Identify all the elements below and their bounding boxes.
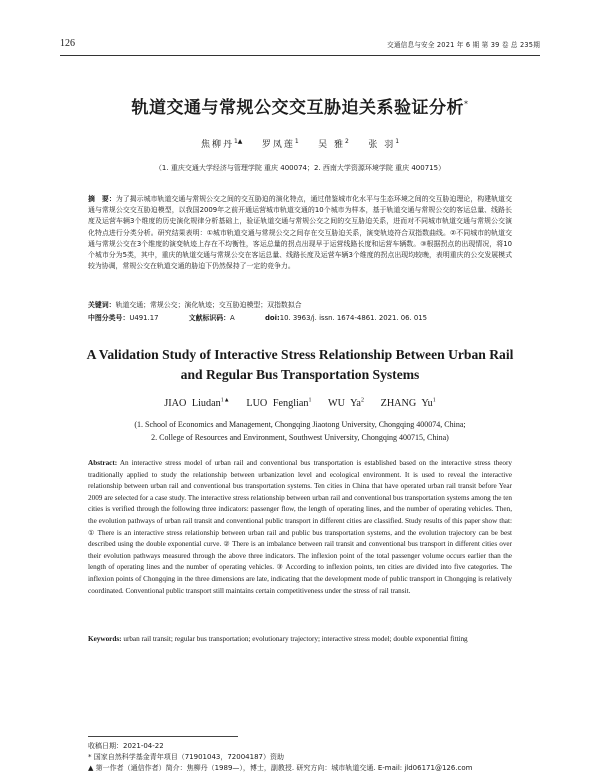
cn-author: 吴 雅$^2$ [318,138,349,150]
document-code: 文献标识码：A [188,314,235,322]
received-date: 收稿日期：2021-04-22 [88,742,164,750]
abstract-label: Abstract: [88,459,118,467]
chinese-affiliation: （1. 重庆交通大学经济与管理学院 重庆 400074；2. 西南大学资源环境学院 重庆 400715） [154,164,446,172]
chinese-title-text: 轨道交通与常规公交交互胁迫关系验证分析 [131,98,464,118]
abstract-text: An interactive stress model of urban rail and conventional bus transportation is established based on the interactive stress theory traditionally applied to study the relationship between urbanization level and ecological environment. It is used to reveal the interactive relationship between urban rail and conventional bus transportation systems. Ten cities in China that have operated urban rail transit before Year 2009 are selected for a case study. The interactive stress relationship between urban rail and conventional bus transportation systems among the ten cities is verified through the following three indicators: passenger flow, the length of operating lines, and the number of operating vehicles. Then, the evolution pathways of urban rail transit and conventional public transport in different cities are classified. Study results of this paper show that: ① There is an interactive stress relationship between urban rail and public bus transportation systems, and the evolution trajectory can be best described using the double exponential curve. ② There is an imbalance between rail transit and conventional bus transport in different cities over their evolution pathways measured through the above three indicators. The inflexion point of the total passenger volume occurs earlier than the length of operating lines and the number of operating vehicles. ③ According to inflexion points, ten cities are divided into five categories. The inflexion points of Chongqing in the three dimensions are late, indicating that the development mode of public transport in Chongqing is relatively coordinated. Conventional public transport still maintains certain competitiveness under the stress of rail transit. [88,459,512,595]
title-footnote-mark: * [464,99,469,109]
chinese-abstract [88,194,512,272]
en-author: WU Ya$^2$ [327,398,364,410]
classification-line [88,313,512,324]
affiliation-line: (1. School of Economics and Management, Chongqing Jiaotong University, Chongqing 400074, China; [134,420,466,429]
english-title-line: and Regular Bus Transportation Systems [180,367,420,382]
keywords-text: urban rail transit; regular bus transportation; evolutionary trajectory; interactive stress model; double exponential fitting [123,635,468,643]
cn-author: 焦柳丹$^{1▲}$ [200,138,243,150]
english-abstract [88,458,512,597]
keywords-text: 轨道交通；常规公交；演化轨迹；交互胁迫模型；双指数拟合 [115,301,302,309]
english-authors [60,398,540,409]
chinese-authors [60,137,540,150]
english-title-line: A Validation Study of Interactive Stress Relationship Between Urban Rail [86,347,514,362]
en-author: LUO Fenglian$^1$ [246,398,312,410]
chinese-keywords [88,300,512,311]
english-affiliation [60,418,540,444]
clc-number: 中图分类号：U491.17 [88,314,159,322]
cn-author: 罗凤莲$^1$ [261,138,299,150]
journal-info: 交通信息与安全 2021 年 6 期 第 39 卷 总 235期 [387,41,540,49]
footnote-rule [88,736,238,737]
cn-author: 张 羽$^1$ [368,138,400,150]
running-header [60,38,540,52]
affiliation-line: 2. College of Resources and Environment, Southwest University, Chongqing 400715, China) [151,433,449,442]
chinese-title [60,93,540,118]
page-number: 126 [60,38,75,49]
abstract-label: 摘 要： [88,195,116,203]
abstract-text: 为了揭示城市轨道交通与常规公交之间的交互胁迫的演化特点，通过借鉴城市化水平与生态环境之间的交互胁迫理论，构建轨道交通与常规公交交互胁迫模型，以我国2009年之前开通运营城市轨道交通的10个城市为样本，基于轨道交通与常规公交的客运总量、线路长度及运营车辆3个维度的历史演化规律分析基础上，验证轨道交通与常规公交之间的交互胁迫关系，进而对不同城市轨道交通与常规公交演化特点进行分类分析。研究结果表明：①城市轨道交通与常规公交之间存在交互胁迫关系，演变轨迹符合双指数曲线。②不同城市的轨道交通与常规公交在3个维度的演变轨迹上存在不均衡性，客运总量的拐点出现早于运营线路长度和运营车辆数。③根据拐点的出现情况，将10个城市分为5类，其中，重庆的轨道交通与常规公交在客运总量、线路长度及运营车辆3个维度的拐点出现均较晚，表明重庆的公交发展模式较为协调，常规公交在轨道交通的胁迫下仍然保持了一定的竞争力。 [88,195,513,271]
en-author: JIAO Liudan$^{1▲}$ [164,398,230,410]
author-note: ▲ 第一作者（通信作者）简介：焦柳丹（1989—），博士，副教授. 研究方向：城市轨道交通. E-mail: jld06171@126.com [88,764,473,772]
doi: doi:10. 3963/j. issn. 1674-4861. 2021. 06. 015 [264,314,428,322]
keywords-label: Keywords: [88,635,122,643]
keywords-label: 关键词： [88,301,116,309]
header-rule [60,55,540,56]
en-author: ZHANG Yu$^1$ [380,398,436,410]
english-keywords [88,634,512,646]
fund-note: * 国家自然科学基金青年项目（71901043，72004187）资助 [88,753,284,761]
english-title [60,345,540,385]
